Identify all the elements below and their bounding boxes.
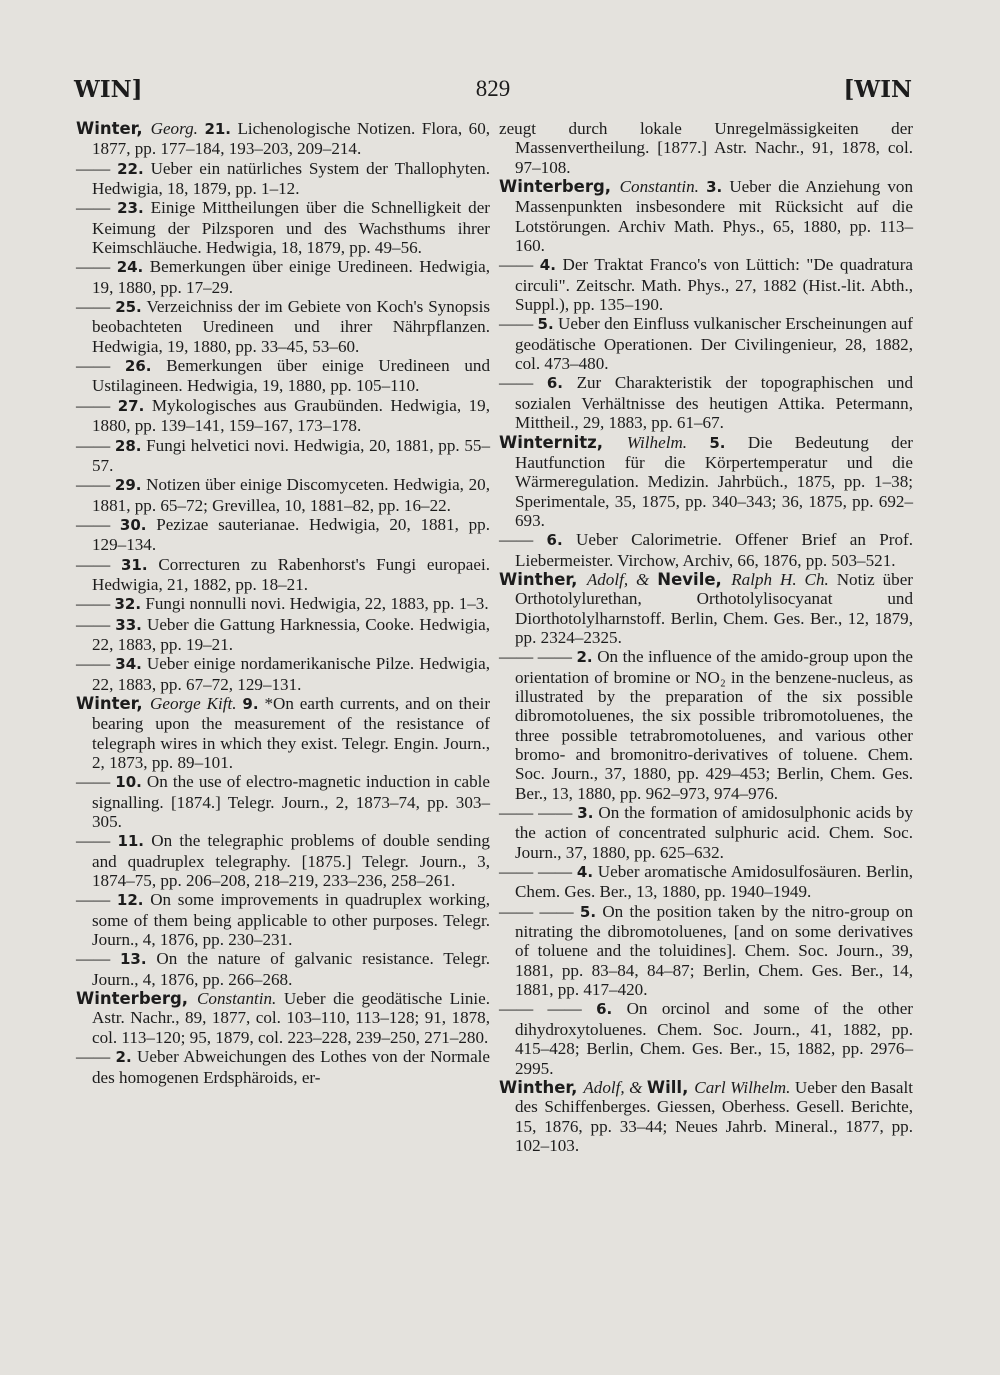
entry-text: Ueber die geodätische Linie. Astr. Nachr., 89, 1877, col. 103–110, 113–128; 91, 1878, col. 113–120; 95, 1879, col. 223–228, 239–250, 271–280. [92,989,490,1047]
coauthor-surname: Will, [646,1077,695,1097]
entry-text: Ueber die Anziehung von Massenpunkten insbesondere mit Rücksicht auf die Lotstörungen. Archiv Math. Phys., 65, 1880, pp. 113–160. [515,177,914,256]
header-right: [WIN [843,76,912,103]
entry-dash: —— —— [499,901,580,921]
bibliography-entry [499,862,913,902]
author-given-name: Wilhelm. [626,432,688,452]
author-given-name: Adolf, & [586,569,658,589]
entry-dash: —— [76,475,115,495]
header-left: WIN] [74,76,143,103]
bibliography-entry [76,694,490,772]
author-surname: Winterberg, [499,177,620,197]
entry-text: Ueber Calorimetrie. Offener Brief an Prof. Liebermeister. Virchow, Archiv, 66, 1876, pp. 503–521. [515,530,913,570]
entry-number: 29. [114,476,142,495]
entry-dash: —— —— [499,803,578,823]
entry-number: 10. [115,773,142,792]
bibliography-entry [76,831,490,890]
bibliography-entry [76,1047,490,1087]
entry-dash: —— [499,314,538,334]
entry-number: 4. [539,256,556,275]
entry-number: 27. [117,396,145,415]
bibliography-entry [499,1078,913,1155]
entry-text: On orcinol and some of the other dihydroxytoluenes. Chem. Soc. Journ., 41, 1882, pp. 415–428; Berlin, Chem. Ges. Ber., 15, 1882, pp. 2976–2995. [515,999,913,1078]
entry-text: Lichenologische Notizen. Flora, 60, 1877, pp. 177–184, 193–203, 209–214. [92,119,491,159]
entry-text: Verzeichniss der im Gebiete von Koch's Synopsis beobachteten Uredineen und ihrer Nährpflanzen. Hedwigia, 19, 1880, pp. 33–45, 53–60. [92,297,490,356]
bibliography-entry [76,515,490,555]
bibliography-entry [76,297,490,356]
entry-number: 33. [115,615,142,634]
bibliography-entry [76,257,490,297]
bibliography-entry [499,177,913,255]
bibliography-entry [499,255,913,314]
entry-dash: —— [76,514,120,534]
bibliography-entry [499,314,913,373]
entry-number: 6. [546,374,563,393]
entry-dash: —— [76,594,115,614]
entry-dash: —— [76,890,117,910]
entry-text: On the nature of galvanic resistance. Telegr. Journ., 4, 1876, pp. 266–268. [92,949,490,989]
right-column [499,119,913,1155]
entry-number: 3. [577,804,594,823]
entry-number: 34. [115,655,142,674]
entry-text: Fungi helvetici novi. Hedwigia, 20, 1881, pp. 55–57. [92,435,490,475]
coauthor-surname: Nevile, [657,569,732,589]
running-header [74,72,912,106]
entry-number: 21. [204,120,232,138]
entry-dash: —— —— [499,999,597,1019]
entry-number: 9. [242,694,259,713]
entry-number: 6. [546,531,563,550]
entry-dash: —— —— [499,862,577,882]
author-given-name: Adolf, & [583,1077,647,1097]
entry-dash: —— [76,554,121,574]
entry-number: 4. [576,863,594,882]
entry-dash: —— [499,373,547,393]
author-surname: Winter, [76,693,151,713]
entry-text: Ueber Abweichungen des Lothes von der Normale des homogenen Erdsphäroids, er- [92,1047,490,1087]
bibliography-entry [499,530,913,570]
entry-number: 5. [709,433,726,452]
entry-dash: —— [76,395,118,415]
coauthor-given-name: Ralph H. Ch. [731,569,829,589]
bibliography-entry [499,902,913,1000]
bibliography-entry [76,594,490,614]
entry-text: Mykologisches aus Graubünden. Hedwigia, 19, 1880, pp. 139–141, 159–167, 173–178. [92,395,490,436]
entry-dash: —— [76,158,118,178]
author-given-name: Georg. [150,119,198,138]
bibliography-entry [76,772,490,831]
bibliography-entry [76,396,490,436]
page-number: 829 [475,76,511,101]
entry-text: Ueber die Gattung Harknessia, Cooke. Hedwigia, 22, 1883, pp. 19–21. [92,614,491,654]
entry-text: On the use of electro-magnetic induction in cable signalling. [1874.] Telegr. Journ., 2, 1873–74, pp. 303–305. [92,772,490,832]
entry-text: Einige Mittheilungen über die Schnelligkeit der Keimung der Pilzsporen und des Wachsthums ihrer Keimschläuche. Hedwigia, 18, 1879, pp. 49–56. [92,198,490,258]
entry-dash: —— [499,530,547,550]
entry-number: 25. [115,298,142,317]
author-surname: Winternitz, [499,432,627,452]
entry-dash: —— [76,257,117,277]
entry-number: 12. [116,891,144,910]
entry-number: 3. [706,178,723,197]
entry-number: 5. [579,902,597,921]
entry-dash: —— —— [499,647,577,667]
coauthor-given-name: Carl Wilhelm. [694,1077,791,1097]
entry-text: Bemerkungen über einige Uredineen. Hedwigia, 19, 1880, pp. 17–29. [92,257,490,297]
bibliography-entry [76,890,490,949]
entry-dash: —— [76,297,116,317]
bibliography-entry [76,949,490,989]
bibliography-entry [76,356,490,396]
entry-dash: —— [76,772,116,792]
bibliography-entry [76,159,490,199]
author-surname: Winter, [76,119,151,138]
entry-number: 6. [596,1000,613,1019]
entry-dash: —— [76,949,120,969]
bibliography-entry [499,570,913,647]
entry-number: 24. [116,258,144,277]
entry-dash: —— [76,198,118,218]
bibliography-entry [499,373,913,432]
entry-text: Correcturen zu Rabenhorst's Fungi europaei. Hedwigia, 21, 1882, pp. 18–21. [92,554,490,594]
bibliography-entry [76,989,490,1047]
bibliography-entry [76,615,490,655]
entry-number: 30. [119,515,147,534]
bibliography-entry [76,654,490,694]
entry-text: Die Bedeutung der Hautfunction für die Körpertemperatur und die Wärmeregulation. Medizin. Jahrbüch., 1875, pp. 1–38; Sperimentale, 35, 1875, pp. 340–343; 36, 1875, pp. 692–693. [515,432,913,530]
entry-text: Bemerkungen über einige Uredineen und Ustilagineen. Hedwigia, 19, 1880, pp. 105–110. [92,356,490,396]
bibliography-entry [499,119,913,177]
entry-dash: —— [76,435,115,455]
entry-number: 23. [117,199,144,218]
entry-dash: —— [76,356,125,376]
author-given-name: George Kift. [150,693,237,713]
entry-text: On the influence of the amido-group upon the orientation of bromine or NO₂ in the benzene-nucleus, as illustrated by the preparation of the six possible dibromotoluenes, the six possible tribromotoluenes, the three possible tetrabromotoluenes, and various other bromo- and bromonitro-derivatives of toluene. Chem. Soc. Journ., 37, 1880, pp. 429–453; Berlin, Chem. Ges. Ber., 13, 1880, pp. 962–973, 974–976. [515,647,913,803]
entry-text: On some improvements in quadruplex working, some of them being applicable to other purposes. Telegr. Journ., 4, 1876, pp. 230–231. [92,890,490,950]
entry-text: Notiz über Orthotolylurethan, Orthotolylisocyanat und Diorthotolylharnstoff. Berlin, Chem. Ges. Ber., 12, 1879, pp. 2324–2325. [515,569,913,647]
entry-dash: —— [76,614,116,634]
entry-text: Pezizae sauterianae. Hedwigia, 20, 1881, pp. 129–134. [92,514,490,555]
bibliography-entry [499,433,913,531]
entry-text: Notizen über einige Discomyceten. Hedwigia, 20, 1881, pp. 65–72; Grevillea, 10, 1881–82, pp. 16–22. [92,475,490,515]
entry-text: Ueber den Basalt des Schiffenberges. Giessen, Oberhess. Gesell. Berichte, 15, 1876, pp. 33–44; Neues Jahrb. Mineral., 1877, pp. 102–103. [515,1077,913,1155]
left-column [76,119,490,1087]
entry-text: Der Traktat Franco's von Lüttich: "De quadratura circuli". Zeitschr. Math. Phys., 27, 1882 (Hist.-lit. Abth., Suppl.), pp. 135–190. [515,255,913,315]
entry-text: zeugt durch lokale Unregelmässigkeiten der Massenvertheilung. [1877.] Astr. Nachr., 91, 1878, col. 97–108. [499,119,913,177]
author-surname: Winterberg, [76,989,198,1009]
entry-number: 13. [120,950,147,969]
entry-number: 11. [117,832,145,851]
bibliography-entry [76,119,490,159]
author-surname: Winther, [499,1077,584,1097]
entry-dash: —— [76,654,116,674]
entry-number: 32. [114,595,142,614]
bibliography-entry [76,475,490,515]
entry-number: 28. [114,436,142,455]
entry-text: Ueber aromatische Amidosulfosäuren. Berlin, Chem. Ges. Ber., 13, 1880, pp. 1940–1949. [515,862,914,902]
entry-text: Fungi nonnulli novi. Hedwigia, 22, 1883, pp. 1–3. [141,594,489,614]
entry-dash: —— [499,255,540,275]
entry-dash: —— [76,1047,116,1067]
entry-text: On the position taken by the nitro-group on nitrating the dibromotoluenes, [and on some derivatives of toluene and the toluidines]. Chem. Soc. Journ., 39, 1881, pp. 83–84, 84–87; Berlin, Chem. Ges. Ber., 14, 1881, pp. 417–420. [515,901,914,1000]
entry-number: 31. [121,555,148,574]
bibliography-entry [76,555,490,595]
entry-number: 26. [124,357,152,376]
entry-text: Ueber einige nordamerikanische Pilze. Hedwigia, 22, 1883, pp. 67–72, 129–131. [92,654,490,694]
entry-number: 2. [576,648,593,667]
entry-number: 2. [115,1048,132,1067]
author-given-name: Constantin. [197,989,277,1009]
entry-dash: —— [76,831,118,851]
bibliography-entry [76,198,490,257]
bibliography-entry [499,647,913,803]
bibliography-entry [499,803,913,862]
entry-text: *On earth currents, and on their bearing upon the measurement of the resistance of telegraph wires in which they exist. Telegr. Engin. Journ., 2, 1873, pp. 89–101. [92,693,491,772]
entry-text: Zur Charakteristik der topographischen und sozialen Verhältnisse des heutigen Attika. Petermann, Mittheil., 29, 1883, pp. 61–67. [515,373,913,433]
entry-text: Ueber ein natürliches System der Thallophyten. Hedwigia, 18, 1879, pp. 1–12. [92,158,490,199]
entry-text: On the telegraphic problems of double sending and quadruplex telegraphy. [1875.] Telegr. Journ., 3, 1874–75, pp. 206–208, 218–219, 233–236, 258–261. [92,831,490,891]
author-surname: Winther, [499,569,587,589]
bibliography-entry [499,999,913,1077]
entry-number: 5. [537,315,554,334]
bibliography-entry [76,436,490,476]
author-given-name: Constantin. [619,177,699,197]
entry-text: Ueber den Einfluss vulkanischer Erscheinungen auf geodätische Operationen. Der Civilingenieur, 28, 1882, col. 473–480. [515,314,913,374]
entry-text: On the formation of amidosulphonic acids by the action of concentrated sulphuric acid. Chem. Soc. Journ., 37, 1880, pp. 625–632. [515,803,913,862]
entry-number: 22. [117,159,144,178]
